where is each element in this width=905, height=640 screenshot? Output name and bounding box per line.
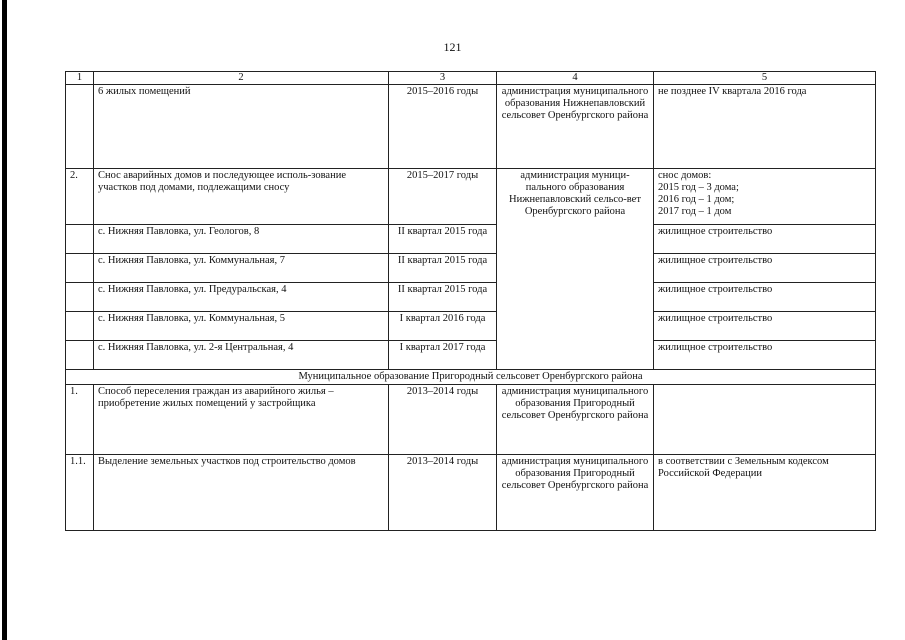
period-cell: II квартал 2015 года [389,254,497,283]
row-number-cell [66,312,94,341]
executor-cell: администрация муниципального образования Пригородный сельсовет Оренбургского района [497,385,654,455]
executor-cell: администрация муниципального образования Пригородный сельсовет Оренбургского района [497,455,654,531]
result-cell: не позднее IV квартала 2016 года [654,85,876,169]
row-number-cell [66,225,94,254]
section-heading: Муниципальное образование Пригородный сельсовет Оренбургского района [66,370,876,385]
row-number-cell [66,85,94,169]
header-cell: 3 [389,72,497,85]
row-number-cell [66,283,94,312]
measure-cell: 6 жилых помещений [94,85,389,169]
executor-cell: администрация муници-пального образования Нижнепавловский сельсо-вет Оренбургского района [497,169,654,370]
result-cell [654,385,876,455]
period-cell: 2013–2014 годы [389,385,497,455]
address-cell: с. Нижняя Павловка, ул. 2-я Центральная, 4 [94,341,389,370]
period-cell: I квартал 2017 года [389,341,497,370]
row-number-cell: 1. [66,385,94,455]
result-cell: жилищное строительство [654,254,876,283]
address-cell: с. Нижняя Павловка, ул. Коммунальная, 7 [94,254,389,283]
period-cell: II квартал 2015 года [389,225,497,254]
scan-edge-bar [2,0,7,640]
address-cell: с. Нижняя Павловка, ул. Коммунальная, 5 [94,312,389,341]
result-cell: жилищное строительство [654,312,876,341]
row-number-cell [66,254,94,283]
table-row [66,385,876,455]
table-row [66,283,876,312]
page-number: 121 [443,40,462,54]
row-number-cell [66,341,94,370]
result-cell [654,169,876,225]
result-cell: в соответствии с Земельным кодексом Российской Федерации [654,455,876,531]
header-cell: 1 [66,72,94,85]
period-cell: 2015–2016 годы [389,85,497,169]
executor-cell: администрация муниципального образования Нижнепавловский сельсовет Оренбургского района [497,85,654,169]
table-row [66,341,876,370]
table-row [66,455,876,531]
measure-cell: Выделение земельных участков под строительство домов [94,455,389,531]
result-line: 2015 год – 3 дома; [658,182,739,193]
table-row [66,169,876,225]
table-row [66,312,876,341]
result-cell: жилищное строительство [654,225,876,254]
result-line: снос домов: [658,170,712,181]
header-cell: 2 [94,72,389,85]
program-table [65,71,876,531]
period-cell: 2015–2017 годы [389,169,497,225]
table-row [66,254,876,283]
address-cell: с. Нижняя Павловка, ул. Геологов, 8 [94,225,389,254]
period-cell: I квартал 2016 года [389,312,497,341]
measure-cell: Снос аварийных домов и последующее исполь-зование участков под домами, подлежащими сносу [94,169,389,225]
measure-cell: Способ переселения граждан из аварийного жилья – приобретение жилых помещений у застройщика [94,385,389,455]
row-number-cell: 1.1. [66,455,94,531]
result-line: 2017 год – 1 дом [658,206,732,217]
period-cell: II квартал 2015 года [389,283,497,312]
header-cell: 5 [654,72,876,85]
table-row [66,85,876,169]
result-cell: жилищное строительство [654,283,876,312]
table-row [66,225,876,254]
result-cell: жилищное строительство [654,341,876,370]
address-cell: с. Нижняя Павловка, ул. Предуральская, 4 [94,283,389,312]
result-line: 2016 год – 1 дом; [658,194,735,205]
period-cell: 2013–2014 годы [389,455,497,531]
header-cell: 4 [497,72,654,85]
header-row [66,72,876,85]
row-number-cell: 2. [66,169,94,225]
section-row [66,370,876,385]
